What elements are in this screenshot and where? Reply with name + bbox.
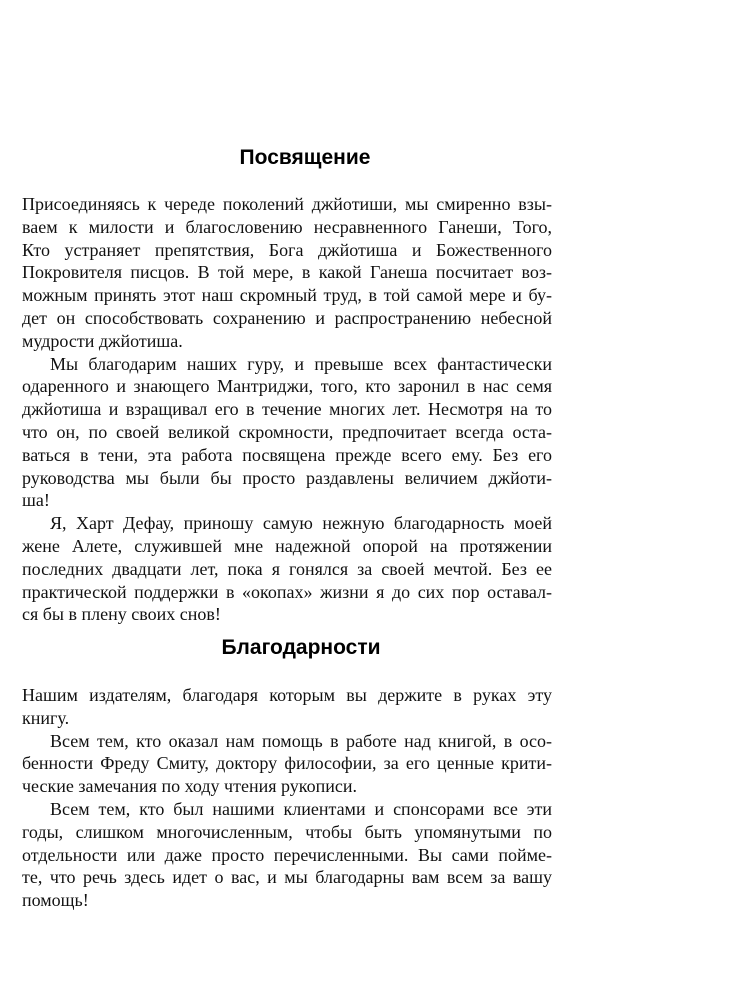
text-line: одаренного и знающего Мантриджи, того, кто заронил в нас семя — [22, 376, 552, 397]
paragraph — [22, 353, 552, 513]
text-line: отдельности или даже просто перечисленными. Вы сами пойме- — [22, 844, 552, 865]
text-line: дет он способствовать сохранению и распространению небесной — [22, 307, 552, 328]
text-line: Всем тем, кто был нашими клиентами и спонсорами все эти — [50, 798, 552, 819]
text-line: практической поддержки в «окопах» жизни я до сих пор оставал- — [22, 581, 552, 602]
text-line: те, что речь здесь идет о вас, и мы благодарны вам всем за вашу — [22, 867, 552, 888]
text-line: Всем тем, кто оказал нам помощь в работе над книгой, в осо- — [50, 730, 552, 751]
dedication-section — [22, 146, 552, 626]
text-line: годы, слишком многочисленным, чтобы быть упомянутыми по — [22, 821, 552, 842]
text-line: что он, по своей великой скромности, предпочитает всегда оста- — [22, 421, 552, 442]
paragraph — [22, 684, 552, 730]
text-line: ческие замечания по ходу чтения рукописи. — [22, 776, 357, 797]
dedication-body — [22, 193, 552, 626]
text-line: помощь! — [22, 890, 89, 911]
text-line: книгу. — [22, 707, 70, 728]
dedication-heading: Посвящение — [239, 146, 371, 169]
text-line: Я, Харт Дефау, приношу самую нежную благодарность моей — [50, 513, 552, 534]
acknowledgements-body — [22, 684, 552, 912]
text-line: можным принять этот наш скромный труд, в той самой мере и бу- — [22, 285, 552, 306]
text-line: ваться в тени, эта работа посвящена прежде всего ему. Без его — [22, 444, 552, 465]
text-line: Мы благодарим наших гуру, и превыше всех фантастически — [50, 353, 552, 374]
text-line: ваем к милости и благословению несравненного Ганеши, Того, — [22, 216, 552, 237]
paragraph — [22, 798, 552, 912]
text-line: Покровителя писцов. В той мере, в какой Ганеша посчитает воз- — [22, 262, 552, 283]
paragraph — [22, 512, 552, 626]
acknowledgements-section — [22, 636, 552, 912]
paragraph — [22, 193, 552, 353]
text-line: Кто устраняет препятствия, Бога джйотиша и Божественного — [22, 239, 552, 260]
text-line: мудрости джйотиша. — [22, 330, 183, 351]
paragraph — [22, 730, 552, 798]
text-line: ся бы в плену своих снов! — [22, 604, 221, 625]
acknowledgements-heading: Благодарности — [221, 636, 381, 659]
text-line: последних двадцати лет, пока я гонялся за своей мечтой. Без ее — [22, 558, 552, 579]
text-line: жене Алете, служившей мне надежной опорой на протяжении — [22, 535, 552, 556]
text-line: джйотиша и взращивал его в течение многих лет. Несмотря на то — [22, 399, 552, 420]
text-line: ша! — [22, 490, 50, 511]
text-line: Нашим издателям, благодаря которым вы держите в руках эту — [22, 685, 552, 705]
text-line: руководства мы были бы просто раздавлены величием джйоти- — [22, 467, 552, 488]
text-line: бенности Фреду Смиту, доктору философии, за его ценные крити- — [22, 753, 552, 774]
text-line: Присоединяясь к череде поколений джйотиши, мы смиренно взы- — [22, 194, 552, 214]
